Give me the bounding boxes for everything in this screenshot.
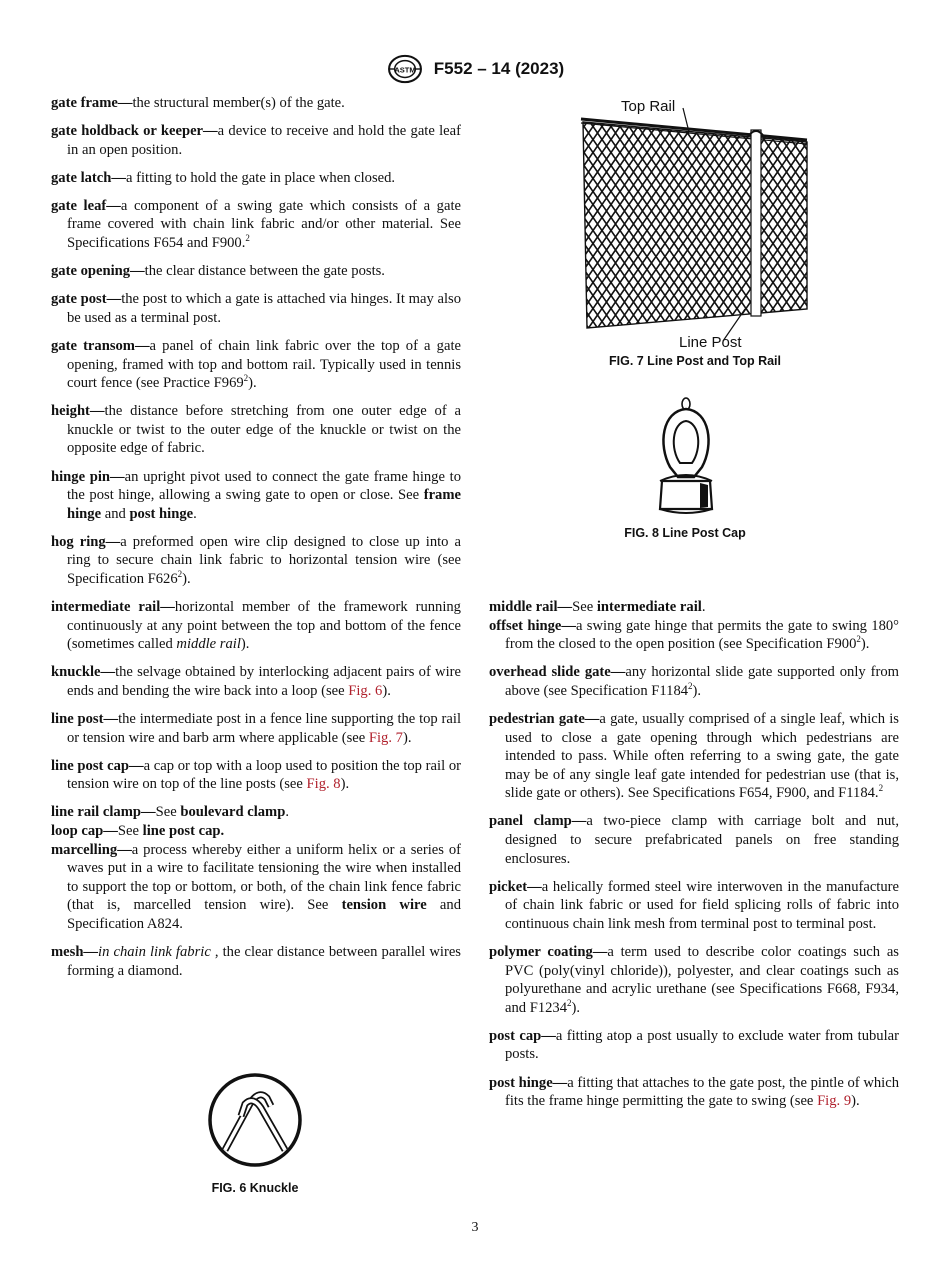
definition-mesh: mesh—in chain link fabric , the clear distance between parallel wires forming a diamond. [51, 944, 461, 979]
astm-logo-icon [386, 54, 424, 84]
figure-7-caption: FIG. 7 Line Post and Top Rail [608, 354, 781, 368]
definition-height: height—the distance before stretching from one outer edge of a knuckle or twist to the outer edge of the knuckle or twist on the opposite edge of fabric. [51, 403, 461, 457]
fig7-link[interactable]: Fig. 7 [368, 729, 403, 746]
definition-overhead-slide-gate: overhead slide gate—any horizontal slide gate supported only from above (see Specification F1184$^2$). [489, 664, 899, 699]
definition-middle-rail: middle rail—See intermediate rail. [489, 599, 706, 615]
definition-gate-latch: gate latch—a fitting to hold the gate in place when closed. [51, 169, 396, 186]
figure-8-caption: FIG. 8 Line Post Cap [624, 526, 746, 540]
line-post-cap-illustration [600, 395, 770, 517]
fig9-link[interactable]: Fig. 9 [817, 1093, 852, 1110]
definition-gate-opening: gate opening—the clear distance between the gate posts. [51, 263, 385, 280]
definition-picket: picket—a helically formed steel wire interwoven in the manufacture of chain link fabric or used for field splicing rolls of fabric into continuous chain link mesh from terminal post to terminal post. [489, 878, 899, 932]
definition-polymer-coating: polymer coating—a term used to describe color coatings such as PVC (poly(vinyl chloride)), polyester, and clear coatings such as polyurethane and acrylic urethane (see Specifications F668, F934, and F1234$^2$). [489, 944, 899, 1016]
definition-intermediate-rail: intermediate rail—horizontal member of the framework running continuously at any point between the top and bottom of the fence (sometimes called middle rail). [51, 599, 461, 653]
definition-gate-holdback: gate holdback or keeper—a device to receive and hold the gate leaf in an open position. [51, 123, 461, 158]
knuckle-illustration [205, 1072, 305, 1172]
definition-gate-leaf: gate leaf—a component of a swing gate which consists of a gate frame covered with chain link fabric and/or other material. See Specifications F654 and F900.$^2$ [51, 197, 461, 252]
definition-line-post-cap: line post cap—a cap or top with a loop used to position the top rail or tension wire on top of the line posts (see Fig. 8). [51, 757, 462, 793]
fig8-link[interactable]: Fig. 8 [306, 776, 341, 793]
figure-8 [600, 395, 770, 540]
definition-gate-transom: gate transom—a panel of chain link fabric over the top of a gate opening, framed with top and bottom rail. Typically used in tennis court fence (see Practice $F969^2$). [51, 337, 461, 392]
definition-offset-hinge: offset hinge—a swing gate hinge that permits the gate to swing 180° from the closed to the open position (see Specification $F900^2$). [489, 617, 900, 653]
definition-marcelling: marcelling—a process whereby either a uniform helix or a series of waves put in a wire to facilitate tensioning the wire when installed to support the top or bottom, or both, of the chain link fence fabric (that is, marcelled tension wire). See tension wire and Specification A824. [51, 841, 461, 932]
top-rail-label: Top Rail [621, 98, 676, 115]
definition-hog-ring: hog ring—a preformed open wire clip designed to close up into a ring to secure chain link fabric to horizontal tension wire (see Specification $F626^2$). [51, 533, 461, 587]
page-header [0, 54, 950, 84]
definition-panel-clamp: panel clamp—a two-piece clamp with carriage bolt and nut, designed to secure prefabricated panels on free standing enclosures. [489, 813, 899, 867]
line-post-label: Line Post [679, 334, 742, 349]
definition-gate-frame: gate frame—the structural member(s) of the gate. [51, 95, 345, 111]
definition-hinge-pin: hinge pin—an upright pivot used to connect the gate frame hinge to the post hinge, allowing a swing gate to open or close. See frame hinge and post hinge. [51, 468, 461, 522]
left-column [51, 94, 461, 990]
definition-line-post: line post—the intermediate post in a fence line supporting the top rail or tension wire and barb arm where applicable (see Fig. 7). [51, 711, 461, 746]
fig6-link[interactable]: Fig. 6 [348, 682, 383, 699]
definition-post-hinge: post hinge—a fitting that attaches to the gate post, the pintle of which fits the frame hinge permitting the gate to swing (see Fig. 9). [489, 1074, 899, 1110]
right-column [489, 598, 899, 1120]
svg-text:ASTM: ASTM [394, 65, 416, 75]
figure-6 [180, 1072, 330, 1195]
figure-7 [575, 94, 815, 368]
page-number: 3 [471, 1220, 479, 1235]
definition-line-rail-clamp: line rail clamp—See boulevard clamp. [51, 804, 289, 821]
definition-knuckle: knuckle—the selvage obtained by interlocking adjacent pairs of wire ends and bending the wire back into a loop (see Fig. 6). [51, 664, 461, 699]
definition-post-cap: post cap—a fitting atop a post usually to exclude water from tubular posts. [489, 1027, 899, 1063]
standard-designation: F552 – 14 (2023) [433, 59, 565, 78]
definition-gate-post: gate post—the post to which a gate is attached via hinges. It may also be used as a terminal post. [51, 291, 461, 326]
definition-loop-cap: loop cap—See line post cap. [51, 823, 225, 839]
figure-6-caption: FIG. 6 Knuckle [211, 1181, 299, 1195]
line-post-top-rail-illustration [575, 94, 815, 349]
definition-pedestrian-gate: pedestrian gate—a gate, usually comprised of a single leaf, which is used to close a gate opening through which pedestrians are intended to pass. While often referring to a swing gate, the gate may be of any single leaf gate intended for pedestrian use (that is, slide gate or others). See Specifications F654, F900, and F1184.$^2$ [489, 710, 899, 802]
